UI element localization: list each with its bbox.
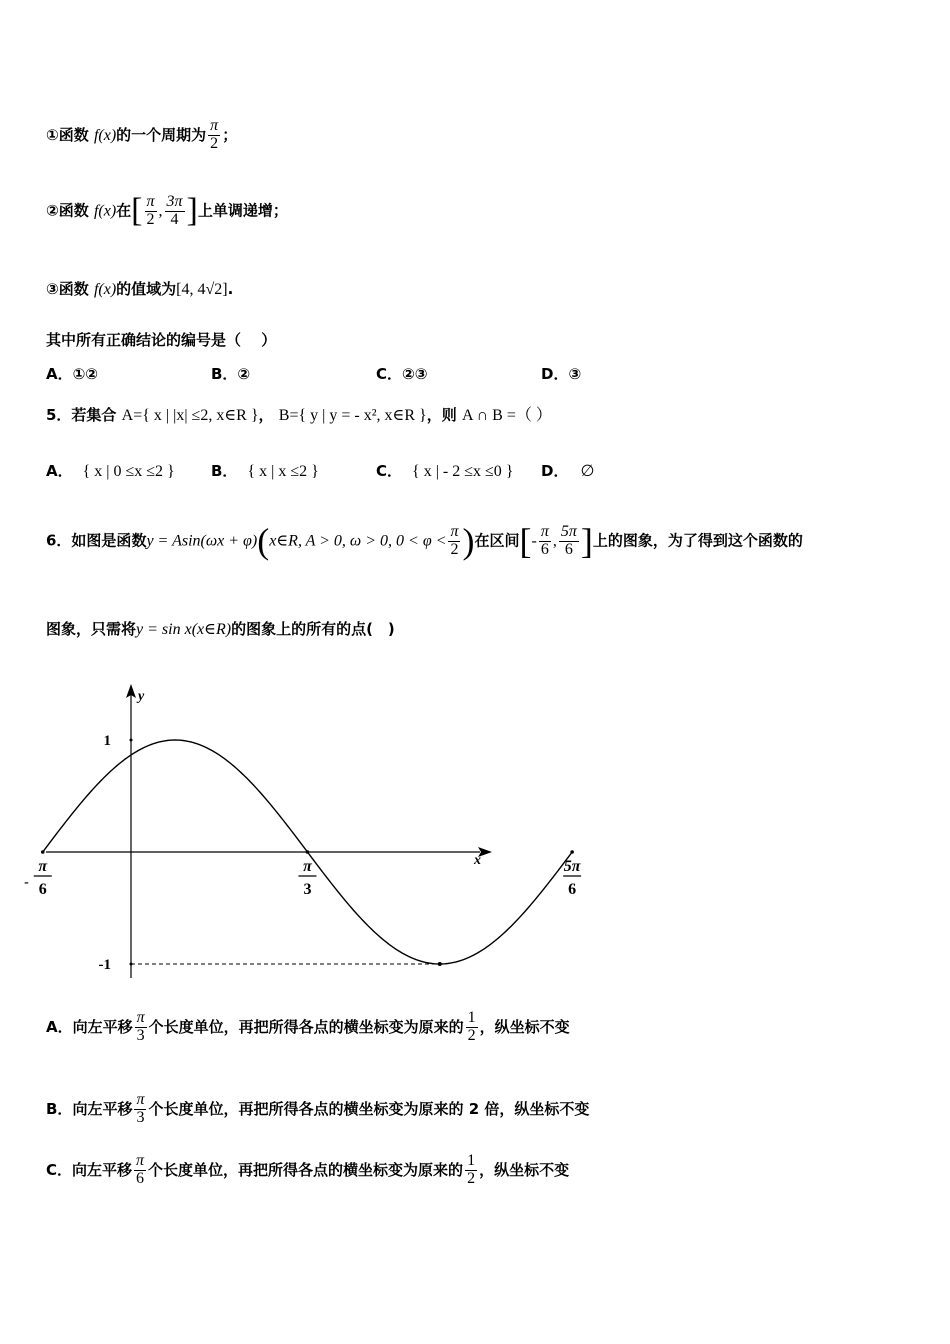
question-5	[46, 402, 552, 425]
q6-opt-b-pre: 向左平移	[72, 1099, 133, 1118]
q6-opt-a-mid: 个长度单位，再把所得各点的横坐标变为原来的	[148, 1017, 464, 1036]
q6-opt-a-den: 3	[136, 1026, 145, 1044]
q5-intersection: A ∩ B =（ ）	[461, 407, 552, 424]
s2-frac-2	[165, 194, 185, 229]
q6-right-paren: )	[462, 521, 475, 561]
s1-num: π	[210, 117, 219, 134]
q6-int-left: [	[519, 521, 532, 561]
q6-opt-c-den: 6	[136, 1169, 145, 1187]
q5-set-a: A={ x | |x| ≤2, x∈R }	[121, 407, 259, 424]
q6-opt-a-num: π	[136, 1009, 145, 1026]
sine-graph	[24, 678, 581, 998]
q6-condition: x∈R, A > 0, ω > 0, 0 < φ <	[269, 532, 447, 550]
q6-label: 6．如图是函数	[46, 531, 147, 550]
q5-label: 5．若集合	[46, 406, 117, 424]
q6-int-frac-1	[539, 524, 551, 559]
q5-opt-d-value: ∅	[580, 463, 595, 480]
s1-text: 函数	[58, 125, 89, 144]
s2-d1: 2	[146, 210, 155, 228]
s2-right-bracket: ]	[186, 192, 198, 229]
q4-option-a[interactable]: A．①②	[46, 365, 99, 383]
q6-opt-a-frac-2	[466, 1010, 478, 1045]
q6-int-d2: 6	[564, 540, 573, 558]
q5-option-b[interactable]	[211, 460, 319, 481]
q5-set-b: B={ y | y = - x², x∈R }	[278, 407, 427, 424]
q6-int-d1: 6	[540, 540, 549, 558]
q6-int-neg: -	[531, 532, 537, 550]
q6-int-frac-2	[559, 524, 579, 559]
q6-opt-b-frac	[134, 1092, 146, 1127]
q5-opt-c-value: { x | - 2 ≤x ≤0 }	[412, 463, 514, 480]
q6-opt-b-num: π	[136, 1091, 145, 1108]
y-tick-label-1: -1	[98, 957, 111, 973]
x-tick-dot-0	[41, 850, 45, 854]
q5-opt-d-label: D．	[541, 462, 569, 480]
circled-number-3: ③	[46, 280, 59, 298]
y-tick-label-0: 1	[103, 733, 111, 749]
q6-opt-c-frac-2	[465, 1153, 477, 1188]
q6-opt-c-n2: 1	[467, 1152, 476, 1169]
q6-int-n2: 5π	[560, 522, 577, 540]
q6-function: y = Asin(ωx + φ)	[146, 532, 258, 550]
question-6: 6．如图是函数y = Asin(ωx + φ)(x∈R, A > 0, ω > 0, 0 < φ < $\frac{\pi}{2}$ )在区间[- $\frac{\pi}{6}$ , $\frac{5\pi}{6}$ ]上的图象，为了得到这个函数的	[46, 521, 803, 561]
statement-2: ②函数 f(x)在[ $\frac{\pi}{2}$ , $\frac{3\pi}{4}$ ]上单调递增；	[46, 192, 288, 229]
q5-opt-b-value: { x | x ≤2 }	[247, 463, 319, 480]
x-tick-dot-2	[570, 850, 574, 854]
q5-option-d[interactable]	[541, 460, 594, 481]
q6-cond-num: π	[450, 522, 459, 540]
circled-number-1: ①	[46, 125, 59, 144]
q5-comma: ，	[258, 406, 274, 424]
s2-left-bracket: [	[131, 192, 143, 229]
statement-1	[46, 118, 237, 153]
q6-opt-c-num: π	[136, 1152, 145, 1169]
q6-l2-function: y = sin x(x∈R)	[136, 621, 232, 638]
x-axis-label: x	[474, 853, 481, 868]
question-6-line-2	[46, 618, 395, 639]
axis-ticks	[24, 733, 582, 973]
q6-mid: 在区间	[474, 531, 520, 550]
y-tick-dot-1	[130, 963, 133, 966]
x-tick-sign-0: -	[24, 875, 29, 890]
q5-opt-b-label: B．	[211, 462, 238, 480]
q4-prompt: 其中所有正确结论的编号是（ ）	[46, 331, 277, 349]
q6-opt-a-n2: 1	[467, 1009, 476, 1026]
q5-option-c[interactable]	[376, 460, 513, 481]
s3-fx: f(x)	[93, 281, 117, 298]
q6-opt-b-den: 3	[136, 1108, 145, 1126]
s3-range: [4, 4√2]	[176, 281, 228, 298]
x-tick-den-2: 6	[568, 881, 577, 898]
s2-text-c: 上单调递增；	[197, 201, 288, 220]
s2-text-b: 在	[116, 201, 132, 220]
x-tick-den-0: 6	[38, 881, 47, 898]
circled-number-2: ②	[46, 201, 59, 220]
q6-left-paren: (	[257, 521, 270, 561]
s1-fx: f(x)	[93, 126, 117, 144]
statement-3	[46, 278, 233, 299]
s3-text: 函数	[58, 280, 89, 298]
q6-opt-a-label: A．	[46, 1017, 73, 1036]
s2-frac-1	[145, 194, 157, 229]
q5-opt-c-label: C．	[376, 462, 403, 480]
s3-text-b: 的值域为	[116, 280, 177, 298]
q4-option-b[interactable]: B．②	[211, 365, 251, 383]
s1-text-b: 的一个周期为	[116, 125, 207, 144]
x-tick-den-1: 3	[303, 881, 312, 898]
s1-den: 2	[210, 134, 219, 152]
q6-opt-a-d2: 2	[467, 1026, 476, 1044]
q6-opt-a-pre: 向左平移	[72, 1017, 133, 1036]
q6-opt-c-label: C．	[46, 1160, 73, 1179]
s2-text: 函数	[58, 201, 89, 220]
q6-opt-c-post: ，纵坐标不变	[479, 1160, 570, 1179]
x-tick-num-1: π	[303, 858, 312, 875]
s2-d2: 4	[170, 210, 179, 228]
s2-fx: f(x)	[93, 202, 117, 220]
q6-opt-b-label: B．	[46, 1099, 73, 1118]
q6-opt-c-d2: 2	[467, 1169, 476, 1187]
q5-then: ，则	[426, 406, 457, 424]
s1-end: ；	[222, 125, 238, 144]
s2-n1: π	[146, 192, 155, 210]
s1-fraction	[208, 118, 220, 153]
q6-l2-a: 图象，只需将	[46, 620, 137, 638]
q5-opt-a-value: { x | 0 ≤x ≤2 }	[82, 463, 175, 480]
q6-opt-c-pre: 向左平移	[72, 1160, 133, 1179]
q6-option-a[interactable]	[46, 1010, 570, 1045]
q6-l2-b: 的图象上的所有的点( )	[231, 620, 395, 638]
x-tick-num-2: 5π	[563, 858, 581, 875]
q6-opt-a-frac	[135, 1010, 147, 1045]
q6-opt-a-post: ，纵坐标不变	[479, 1017, 570, 1036]
min-point-dot	[438, 962, 442, 966]
x-tick-num-0: π	[38, 858, 48, 875]
q6-option-b[interactable]	[46, 1092, 589, 1127]
q5-option-a[interactable]	[46, 460, 175, 481]
q6-int-n1: π	[540, 522, 549, 540]
q6-opt-b-mid: 个长度单位，再把所得各点的横坐标变为原来的 2 倍，纵坐标不变	[148, 1099, 590, 1118]
q4-option-c[interactable]: C．②③	[376, 365, 428, 383]
q6-cond-frac	[448, 524, 460, 559]
q6-opt-c-frac	[134, 1153, 146, 1188]
s2-n2: 3π	[166, 192, 183, 210]
q5-opt-a-label: A．	[46, 462, 73, 480]
q4-option-d[interactable]: D．③	[541, 365, 582, 383]
q6-option-c[interactable]	[46, 1153, 569, 1188]
q6-cond-den: 2	[450, 540, 459, 558]
q6-tail: 上的图象，为了得到这个函数的	[592, 531, 803, 550]
s3-end: .	[227, 280, 234, 298]
x-tick-dot-1	[306, 850, 310, 854]
y-axis-label: y	[138, 689, 145, 704]
y-tick-dot-0	[130, 739, 133, 742]
q6-opt-c-mid: 个长度单位，再把所得各点的横坐标变为原来的	[148, 1160, 464, 1179]
q6-int-right: ]	[580, 521, 593, 561]
